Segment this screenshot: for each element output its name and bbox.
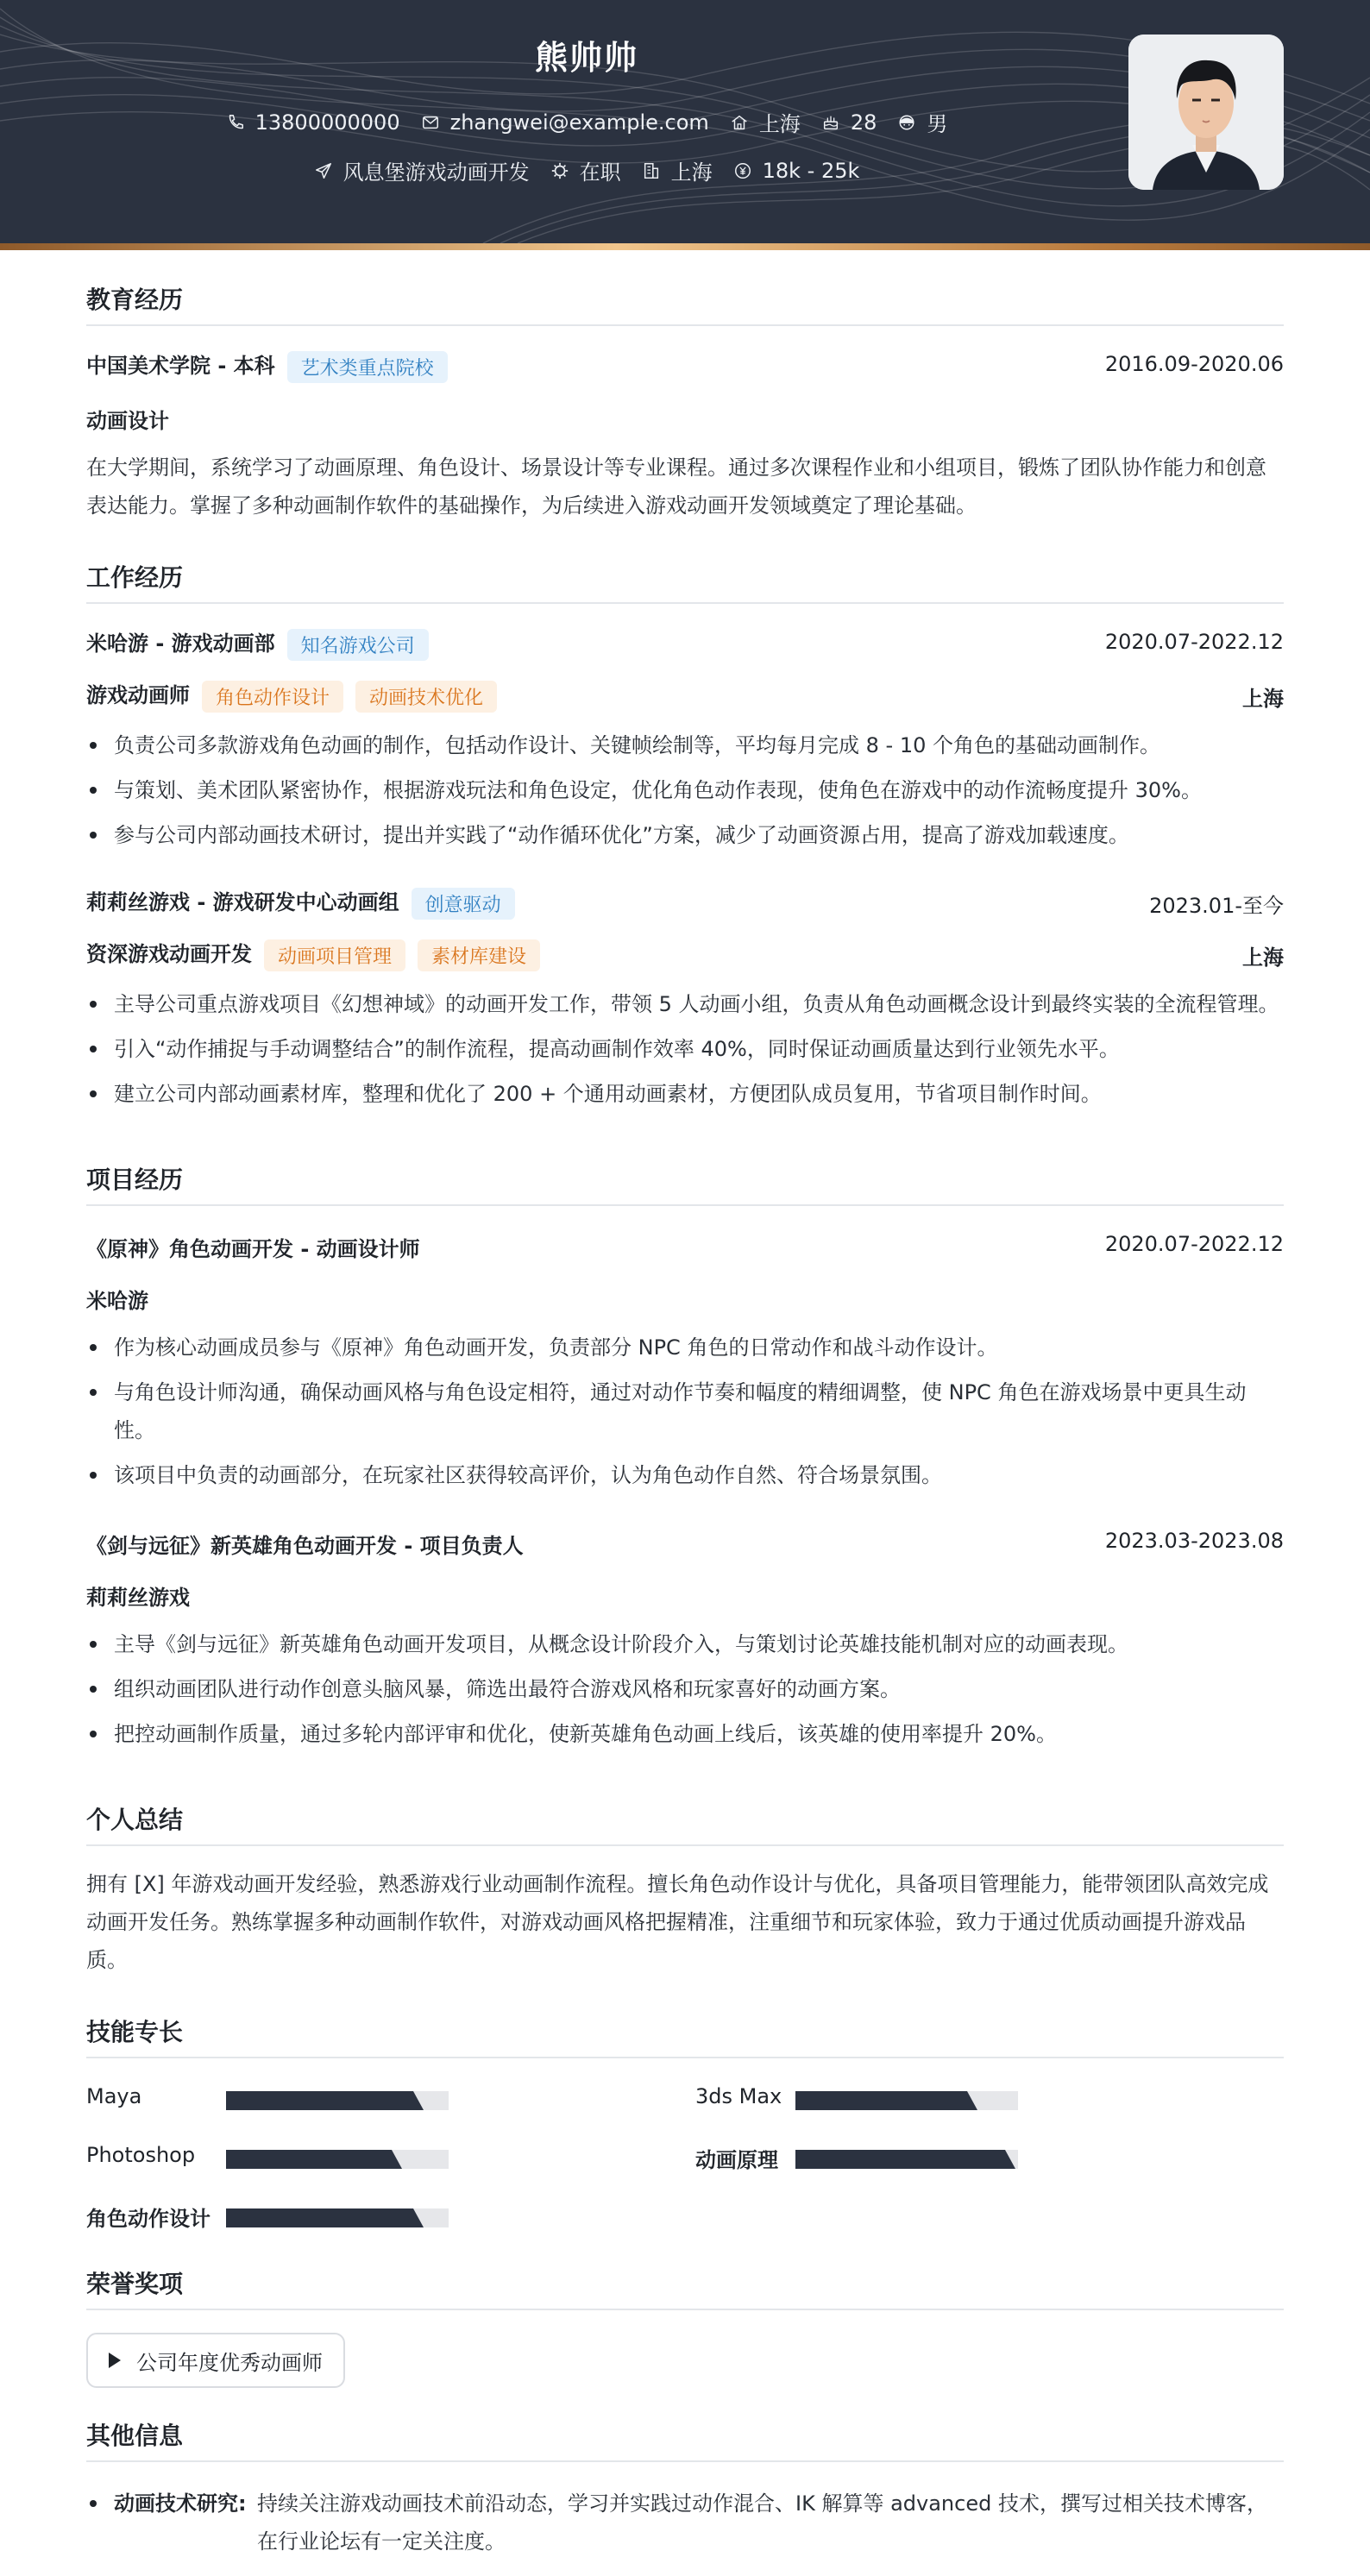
money-icon: [733, 161, 752, 180]
summary-text: 拥有 [X] 年游戏动画开发经验，熟悉游戏行业动画制作流程。擅长角色动作设计与优化，具备项目管理能力，能带领团队高效完成动画开发任务。熟练掌握多种动画制作软件，对游戏动画风格把握精准，注重细节和玩家体验，致力于通过优质动画提升游戏品质。: [86, 1872, 1269, 1972]
list-item: 把控动画制作质量，通过多轮内部评审和优化，使新英雄角色动画上线后，该英雄的使用率提升 20%。: [86, 1715, 1284, 1753]
send-icon: [314, 161, 333, 180]
other-item-value: 持续关注游戏动画技术前沿动态，学习并实践过动作混合、IK 解算等 advanced 技术，撰写过相关技术博客，在行业论坛有一定关注度。: [257, 2491, 1267, 2554]
job-2-role-tag-1: 动画项目管理: [264, 939, 405, 971]
job-2-location: 上海: [1242, 946, 1284, 970]
list-item: 与策划、美术团队紧密协作，根据游戏玩法和角色设定，优化角色动作表现，使角色在游戏中的动作流畅度提升 30%。: [86, 771, 1284, 809]
skill-bar: [226, 2150, 449, 2169]
avatar-photo: [1128, 35, 1284, 190]
job-2-bullets: [86, 985, 1284, 1120]
skill-bar-notch: [385, 2150, 402, 2169]
cake-icon: [821, 113, 840, 132]
list-item: 与角色设计师沟通，确保动画风格与角色设定相符，通过对动作节奏和幅度的精细调整，使 NPC 角色在游戏场景中更具生动性。: [86, 1373, 1284, 1449]
job-1-company: 米哈游 - 游戏动画部: [86, 631, 275, 656]
list-item: 主导《剑与远征》新英雄角色动画开发项目，从概念设计阶段介入，与策划讨论英雄技能机制对应的动画表现。: [86, 1625, 1284, 1663]
portrait-image: [1128, 35, 1284, 190]
skill-name: 3ds Max: [695, 2084, 782, 2108]
status-icon: [550, 161, 569, 180]
education-section-title: 教育经历: [86, 281, 1284, 326]
header-accent-strip: [0, 243, 1370, 250]
education-school-line: [86, 349, 448, 383]
salary-item: [733, 159, 860, 183]
skill-bar: [795, 2150, 1018, 2169]
job-1-location: 上海: [1242, 687, 1284, 711]
bullet-dot: [90, 2500, 97, 2507]
status-text: 在职: [579, 160, 621, 185]
phone-icon: [226, 113, 245, 132]
skill-bar-fill: [795, 2091, 960, 2110]
gender-item: [897, 107, 947, 137]
list-item: 主导公司重点游戏项目《幻想神域》的动画开发工作，带领 5 人动画小组，负责从角色动画概念设计到最终实装的全流程管理。: [86, 985, 1284, 1023]
skill-bar: [795, 2091, 1018, 2110]
target-city-text: 上海: [670, 160, 713, 185]
job-2-role: 资深游戏动画开发: [86, 942, 252, 966]
school-name: 中国美术学院 - 本科: [86, 354, 275, 378]
project-1-bullets: [86, 1329, 1284, 1501]
job-1-role: 游戏动画师: [86, 683, 190, 707]
target-job-item: [314, 155, 530, 185]
list-item: 建立公司内部动画素材库，整理和优化了 200 + 个通用动画素材，方便团队成员复用，节省项目制作时间。: [86, 1075, 1284, 1113]
education-date: 2016.09-2020.06: [1104, 352, 1284, 376]
resume-header: [0, 0, 1370, 243]
skill-bar: [226, 2091, 449, 2110]
skill-bar-notch: [406, 2091, 424, 2110]
job-1-company-tag: 知名游戏公司: [287, 629, 429, 661]
job-2-company-line: [86, 885, 515, 920]
project-2-name: 《剑与远征》新英雄角色动画开发 - 项目负责人: [86, 1534, 524, 1558]
list-item: 参与公司内部动画技术研讨，提出并实践了“动作循环优化”方案，减少了动画资源占用，提高了游戏加载速度。: [86, 816, 1284, 854]
job-2-role-line: [86, 937, 540, 971]
award-item: [86, 2333, 345, 2388]
age-item: [821, 110, 877, 135]
award-label: 公司年度优秀动画师: [136, 2350, 323, 2375]
other-section-title: 其他信息: [86, 2417, 1284, 2462]
list-item: 该项目中负责的动画部分，在玩家社区获得较高评价，认为角色动作自然、符合场景氛围。: [86, 1456, 1284, 1494]
mail-icon: [421, 113, 440, 132]
skills-section-title: 技能专长: [86, 2014, 1284, 2058]
city-item: [730, 107, 801, 137]
project-1-date: 2020.07-2022.12: [1104, 1232, 1284, 1256]
work-section-title: 工作经历: [86, 559, 1284, 604]
building-icon: [642, 161, 661, 180]
job-1-role-tag-1: 角色动作设计: [202, 681, 343, 713]
project-2-date: 2023.03-2023.08: [1104, 1529, 1284, 1553]
job-2-role-tag-2: 素材库建设: [418, 939, 540, 971]
honors-section-title: 荣誉奖项: [86, 2265, 1284, 2310]
candidate-name: 熊帅帅: [534, 39, 638, 77]
home-icon: [730, 113, 749, 132]
phone-item: [226, 110, 400, 135]
skill-bar-notch: [406, 2208, 424, 2227]
status-item: [550, 155, 621, 185]
skill-bar-fill: [226, 2150, 385, 2169]
email-text: zhangwei@example.com: [449, 110, 709, 135]
job-2-company-tag: 创意驱动: [412, 888, 515, 920]
skill-bar-fill: [226, 2091, 406, 2110]
list-item: 负责公司多款游戏角色动画的制作，包括动作设计、关键帧绘制等，平均每月完成 8 - 10 个角色的基础动画制作。: [86, 726, 1284, 764]
salary-text: 18k - 25k: [762, 158, 860, 183]
job-2-company: 莉莉丝游戏 - 游戏研发中心动画组: [86, 890, 399, 914]
contact-info-row: [0, 107, 1173, 137]
project-1-org: 米哈游: [86, 1289, 148, 1313]
skill-name: Maya: [86, 2084, 142, 2108]
skill-bar-notch: [998, 2150, 1015, 2169]
skill-bar-notch: [960, 2091, 977, 2110]
education-major: 动画设计: [86, 409, 169, 433]
job-intent-row: [0, 155, 1173, 185]
other-item-key: 动画技术研究:: [114, 2491, 247, 2516]
other-item: [86, 2485, 1284, 2562]
triangle-icon: [109, 2353, 121, 2368]
skill-bar-fill: [226, 2208, 406, 2227]
school-tag: 艺术类重点院校: [287, 351, 448, 383]
project-1-name: 《原神》角色动画开发 - 动画设计师: [86, 1237, 420, 1261]
list-item: 组织动画团队进行动作创意头脑风暴，筛选出最符合游戏风格和玩家喜好的动画方案。: [86, 1670, 1284, 1708]
education-description: 在大学期间，系统学习了动画原理、角色设计、场景设计等专业课程。通过多次课程作业和小组项目，锻炼了团队协作能力和创意表达能力。掌握了多种动画制作软件的基础操作，为后续进入游戏动画开发领域奠定了理论基础。: [86, 456, 1266, 518]
job-1-company-line: [86, 626, 429, 661]
age-text: 28: [850, 110, 877, 135]
list-item: 引入“动作捕捉与手动调整结合”的制作流程，提高动画制作效率 40%，同时保证动画质量达到行业领先水平。: [86, 1030, 1284, 1068]
skill-bar: [226, 2208, 449, 2227]
project-2-bullets: [86, 1625, 1284, 1760]
city-text: 上海: [758, 112, 801, 136]
job-1-date: 2020.07-2022.12: [1104, 630, 1284, 654]
skill-name: 动画原理: [695, 2148, 778, 2172]
skill-name: 角色动作设计: [86, 2207, 211, 2231]
target-city-item: [642, 155, 713, 185]
email-item: [421, 110, 709, 135]
phone-text: 13800000000: [255, 110, 400, 135]
job-1-role-tag-2: 动画技术优化: [355, 681, 497, 713]
job-2-date: 2023.01-至今: [1149, 894, 1284, 918]
target-job-text: 风息堡游戏动画开发: [342, 160, 530, 185]
person-icon: [897, 113, 916, 132]
summary-section-title: 个人总结: [86, 1801, 1284, 1846]
job-1-role-line: [86, 678, 497, 713]
projects-section-title: 项目经历: [86, 1161, 1284, 1206]
skill-bar-fill: [795, 2150, 998, 2169]
list-item: 作为核心动画成员参与《原神》角色动画开发，负责部分 NPC 角色的日常动作和战斗动作设计。: [86, 1329, 1284, 1367]
project-2-org: 莉莉丝游戏: [86, 1586, 190, 1610]
gender-text: 男: [927, 112, 948, 136]
skill-name: Photoshop: [86, 2143, 196, 2167]
job-1-bullets: [86, 726, 1284, 861]
